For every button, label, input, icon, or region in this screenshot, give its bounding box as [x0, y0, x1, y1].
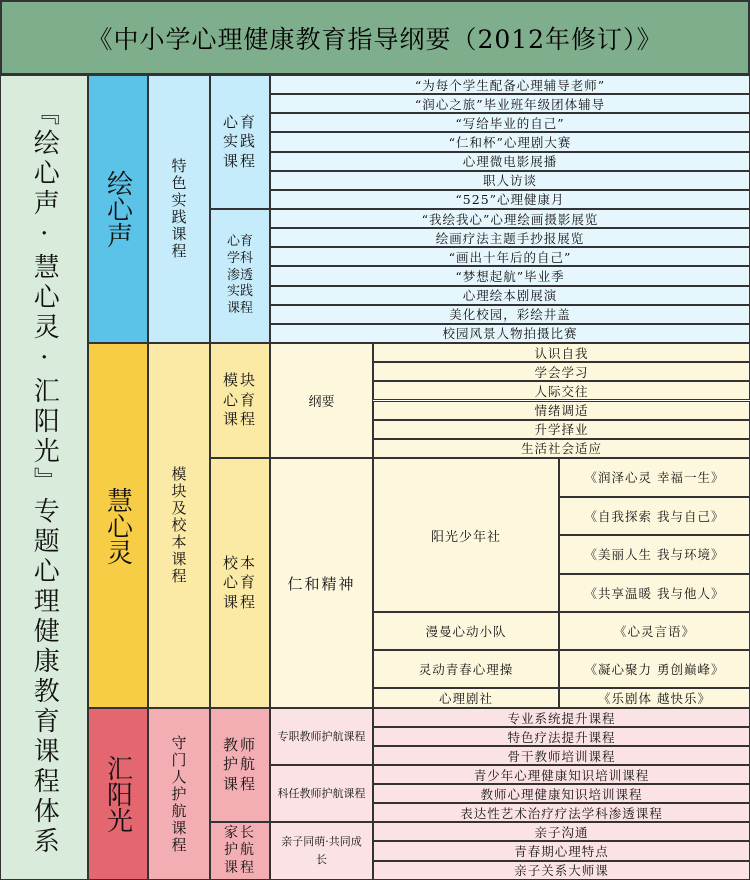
group-parent-courses: 家长护航课程 — [210, 822, 270, 880]
infusion-course-item: 绘画疗法主题手抄报展览 — [270, 228, 750, 247]
group-practice-courses: 心育实践课程 — [210, 75, 270, 209]
module-course-item: 生活社会适应 — [373, 439, 750, 458]
infusion-course-item: “我绘我心”心理绘画摄影展览 — [270, 209, 750, 228]
subject-teacher-item: 表达性艺术治疗疗法学科渗透课程 — [373, 803, 750, 822]
subject-teacher-item: 青少年心理健康知识培训课程 — [373, 765, 750, 784]
infusion-course-item: 美化校园，彩绘井盖 — [270, 305, 750, 324]
practice-course-item: “写给毕业的自己” — [270, 113, 750, 132]
infusion-course-item: 心理绘本剧展演 — [270, 286, 750, 305]
subject-teacher-item: 教师心理健康知识培训课程 — [373, 784, 750, 803]
group-school-courses: 校本心育课程 — [210, 458, 270, 708]
diagram-title: 《中小学心理健康教育指导纲要（2012年修订）》 — [0, 0, 750, 75]
parent-course-item: 亲子沟通 — [373, 822, 750, 841]
module-course-item: 升学择业 — [373, 420, 750, 439]
practice-course-item: “润心之旅”毕业班年级团体辅导 — [270, 94, 750, 113]
school-activity-course: 《乐剧体 越快乐》 — [559, 688, 750, 708]
subject-teacher-courses: 科任教师护航课程 — [270, 765, 373, 822]
club-course-item: 《自我探索 我与自己》 — [559, 497, 750, 536]
group-teacher-courses: 教师护航课程 — [210, 708, 270, 822]
club-course-item: 《共享温暖 我与他人》 — [559, 574, 750, 613]
fulltime-teacher-courses: 专职教师护航课程 — [270, 708, 373, 765]
fulltime-teacher-item: 骨干教师培训课程 — [373, 746, 750, 765]
renhe-spirit: 仁和精神 — [270, 458, 373, 708]
section-huixinsheng: 绘心声 — [88, 75, 148, 343]
infusion-course-item: “梦想起航”毕业季 — [270, 266, 750, 285]
infusion-course-item: 校园风景人物拍摄比赛 — [270, 324, 750, 343]
infusion-course-item: “画出十年后的自己” — [270, 247, 750, 266]
practice-course-item: “为每个学生配备心理辅导老师” — [270, 75, 750, 94]
section-huixinling: 慧心灵 — [88, 343, 148, 708]
module-outline: 纲要 — [270, 343, 373, 458]
club-course-item: 《美丽人生 我与环境》 — [559, 535, 750, 574]
school-activity: 灵动青春心理操 — [373, 650, 559, 688]
school-activity-course: 《心灵言语》 — [559, 612, 750, 650]
parent-child-growth: 亲子同萌·共同成长 — [270, 822, 373, 880]
practice-course-item: “仁和杯”心理剧大赛 — [270, 132, 750, 151]
group-subject-infusion-courses: 心育学科渗透实践课程 — [210, 209, 270, 343]
category-gatekeeper-courses: 守门人护航课程 — [148, 708, 210, 880]
module-course-item: 情绪调适 — [373, 401, 750, 420]
group-module-courses: 模块心育课程 — [210, 343, 270, 458]
club-course-item: 《润泽心灵 幸福一生》 — [559, 458, 750, 497]
school-activity: 漫曼心动小队 — [373, 612, 559, 650]
parent-course-item: 亲子关系大师课 — [373, 861, 750, 880]
fulltime-teacher-item: 特色疗法提升课程 — [373, 727, 750, 746]
parent-course-item: 青春期心理特点 — [373, 841, 750, 860]
curriculum-system-title: 『绘心声·慧心灵·汇阳光』专题心理健康教育课程体系 — [0, 75, 88, 880]
sunshine-youth-club: 阳光少年社 — [373, 458, 559, 612]
module-course-item: 学会学习 — [373, 362, 750, 381]
school-activity: 心理剧社 — [373, 688, 559, 708]
practice-course-item: “525”心理健康月 — [270, 190, 750, 209]
school-activity-course: 《凝心聚力 勇创巅峰》 — [559, 650, 750, 688]
module-course-item: 认识自我 — [373, 343, 750, 362]
practice-course-item: 职人访谈 — [270, 171, 750, 190]
module-course-item: 人际交往 — [373, 381, 750, 400]
category-module-courses: 模块及校本课程 — [148, 343, 210, 708]
fulltime-teacher-item: 专业系统提升课程 — [373, 708, 750, 727]
section-huiyangguang: 汇阳光 — [88, 708, 148, 880]
category-practice-courses: 特色实践课程 — [148, 75, 210, 343]
practice-course-item: 心理微电影展播 — [270, 152, 750, 171]
